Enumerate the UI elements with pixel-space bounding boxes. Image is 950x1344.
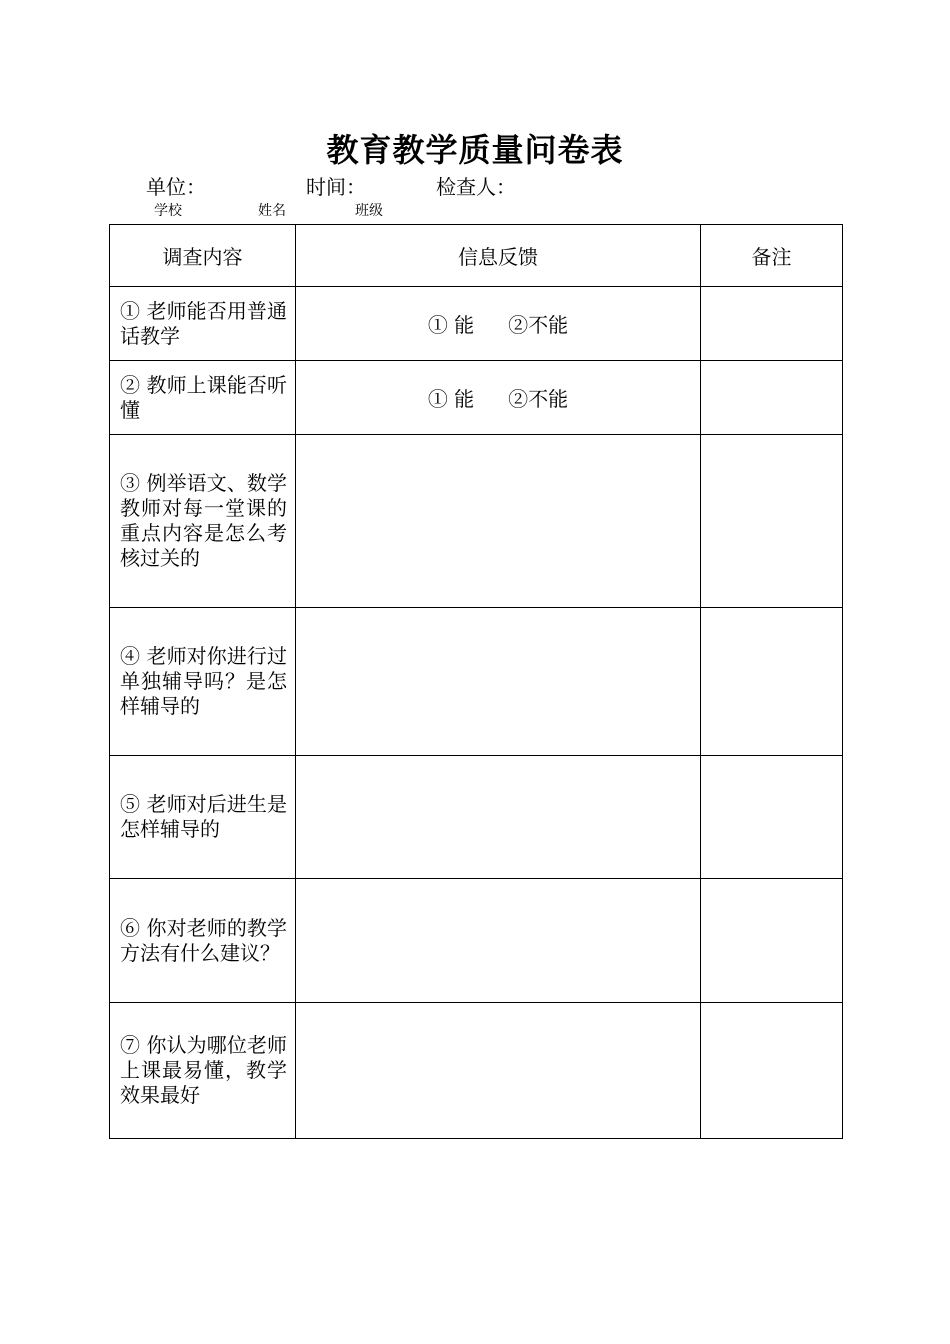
feedback-cell[interactable] (296, 756, 701, 879)
table-row (110, 879, 843, 1003)
question-cell: ⑦ 你认为哪位老师上课最易懂，教学效果最好 (110, 1003, 296, 1139)
question-cell: ① 老师能否用普通话教学 (110, 287, 296, 361)
inspector-label: 检查人： (436, 175, 516, 199)
remark-cell[interactable] (701, 879, 843, 1003)
class-label: 班级 (355, 203, 383, 219)
school-label: 学校 (154, 203, 182, 219)
unit-label: 单位： (146, 175, 206, 199)
feedback-cell[interactable] (296, 435, 701, 608)
question-cell: ④ 老师对你进行过单独辅导吗？是怎样辅导的 (110, 608, 296, 756)
question-cell: ⑥ 你对老师的教学方法有什么建议？ (110, 879, 296, 1003)
table-header-row (110, 225, 843, 287)
remark-cell[interactable] (701, 361, 843, 435)
table-row (110, 435, 843, 608)
remark-cell[interactable] (701, 608, 843, 756)
remark-cell[interactable] (701, 1003, 843, 1139)
feedback-cell[interactable] (296, 361, 701, 435)
feedback-cell[interactable] (296, 287, 701, 361)
table-row (110, 608, 843, 756)
table-row (110, 1003, 843, 1139)
question-cell: ② 教师上课能否听懂 (110, 361, 296, 435)
time-label: 时间： (306, 175, 366, 199)
page-title: 教育教学质量问卷表 (326, 131, 624, 169)
header-survey-content: 调查内容 (110, 225, 296, 287)
remark-cell[interactable] (701, 756, 843, 879)
header-remarks: 备注 (701, 225, 843, 287)
header-feedback: 信息反馈 (296, 225, 701, 287)
feedback-cell[interactable] (296, 1003, 701, 1139)
name-label: 姓名 (258, 203, 286, 219)
feedback-cell[interactable] (296, 879, 701, 1003)
survey-table (109, 224, 843, 1139)
table-row (110, 756, 843, 879)
option-yes[interactable]: ① 能 (427, 313, 475, 337)
option-no[interactable]: ②不能 (508, 387, 569, 411)
option-yes[interactable]: ① 能 (427, 387, 475, 411)
table-row (110, 287, 843, 361)
table-row (110, 361, 843, 435)
question-cell: ⑤ 老师对后进生是怎样辅导的 (110, 756, 296, 879)
question-cell: ③ 例举语文、数学教师对每一堂课的重点内容是怎么考核过关的 (110, 435, 296, 608)
option-no[interactable]: ②不能 (508, 313, 569, 337)
feedback-cell[interactable] (296, 608, 701, 756)
remark-cell[interactable] (701, 287, 843, 361)
remark-cell[interactable] (701, 435, 843, 608)
